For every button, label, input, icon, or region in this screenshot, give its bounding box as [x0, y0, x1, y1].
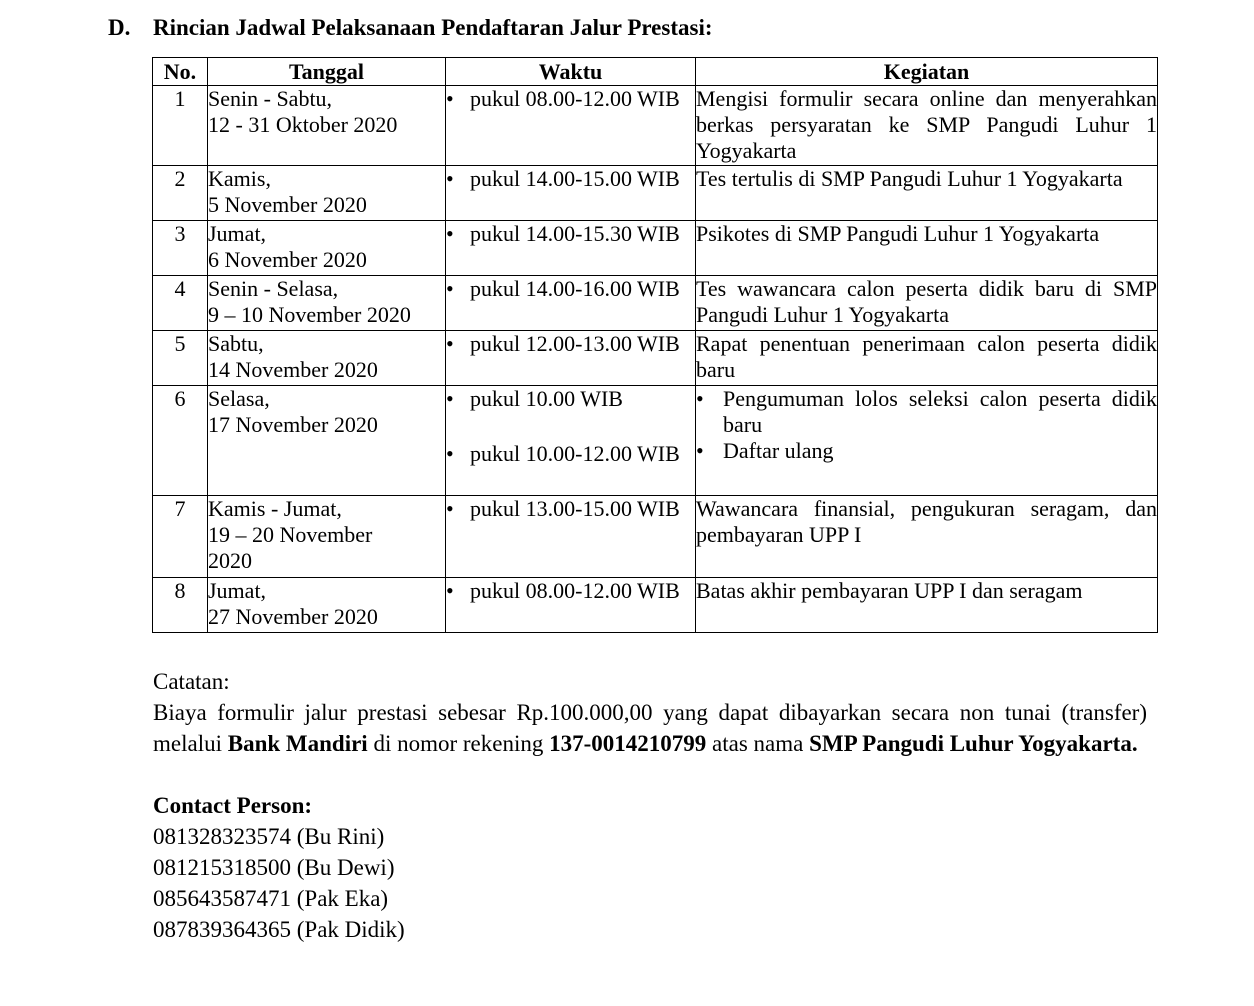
bullet-icon: • — [446, 221, 454, 246]
row-number: 2 — [153, 166, 208, 221]
time-item — [446, 496, 695, 522]
contact-title: Contact Person: — [153, 793, 313, 818]
row-date — [208, 86, 446, 166]
header-tanggal: Tanggal — [208, 58, 446, 86]
notes-label: Catatan: — [153, 669, 230, 694]
date-line: 6 November 2020 — [208, 247, 367, 272]
table-row — [153, 496, 1158, 578]
activity-item — [696, 438, 1157, 464]
row-date — [208, 496, 446, 578]
notes-section — [153, 666, 1147, 945]
activity-text: Mengisi formulir secara online dan menyerahkan berkas persyaratan ke SMP Pangudi Luhur 1 Yogyakarta — [696, 86, 1157, 163]
row-date — [208, 166, 446, 221]
row-time — [446, 386, 696, 496]
row-time — [446, 166, 696, 221]
table-row — [153, 276, 1158, 331]
account-name: SMP Pangudi Luhur Yogyakarta. — [809, 731, 1138, 756]
date-line: Jumat, — [208, 221, 267, 246]
table-row — [153, 86, 1158, 166]
bullet-icon: • — [446, 331, 454, 356]
account-number: 137-0014210799 — [549, 731, 707, 756]
contact-item: 087839364365 (Pak Didik) — [153, 917, 405, 942]
contact-item: 081215318500 (Bu Dewi) — [153, 855, 395, 880]
row-activity — [696, 496, 1158, 578]
row-time — [446, 86, 696, 166]
bullet-icon: • — [446, 86, 454, 111]
activity-text: Rapat penentuan penerimaan calon peserta didik baru — [696, 331, 1157, 382]
row-time — [446, 221, 696, 276]
date-line: 12 - 31 Oktober 2020 — [208, 112, 398, 137]
table-row — [153, 386, 1158, 496]
contact-item: 085643587471 (Pak Eka) — [153, 886, 389, 911]
time-text: pukul 12.00-13.00 WIB — [470, 331, 680, 356]
row-number: 4 — [153, 276, 208, 331]
date-line: Jumat, — [208, 578, 267, 603]
row-number: 6 — [153, 386, 208, 496]
row-activity — [696, 386, 1158, 496]
schedule-body — [153, 86, 1158, 633]
activity-text: Wawancara finansial, pengukuran seragam, dan pembayaran UPP I — [696, 496, 1157, 547]
row-date — [208, 578, 446, 633]
row-number: 5 — [153, 331, 208, 386]
date-line: 27 November 2020 — [208, 604, 378, 629]
activity-text: Tes wawancara calon peserta didik baru di SMP Pangudi Luhur 1 Yogyakarta — [696, 276, 1157, 327]
activity-text: Psikotes di SMP Pangudi Luhur 1 Yogyakarta — [696, 221, 1100, 246]
bullet-icon: • — [446, 166, 454, 191]
date-line: Sabtu, — [208, 331, 264, 356]
bullet-icon: • — [446, 276, 454, 301]
row-activity — [696, 221, 1158, 276]
date-line: Senin - Selasa, — [208, 276, 339, 301]
date-line: Kamis - Jumat, — [208, 496, 342, 521]
bank-name: Bank Mandiri — [227, 731, 368, 756]
payment-note-text: Biaya formulir jalur prestasi sebesar Rp.100.000,00 yang dapat dibayarkan secara non tunai (transfer) melalui — [153, 700, 1147, 756]
date-line: Selasa, — [208, 386, 270, 411]
time-item — [446, 166, 695, 192]
contact-item: 081328323574 (Bu Rini) — [153, 824, 385, 849]
time-text: pukul 10.00-12.00 WIB — [470, 441, 680, 466]
section-letter: D. — [108, 15, 131, 40]
time-text: pukul 08.00-12.00 WIB — [470, 86, 680, 111]
time-text: pukul 14.00-15.30 WIB — [470, 221, 680, 246]
table-row — [153, 221, 1158, 276]
row-time — [446, 276, 696, 331]
bullet-icon: • — [696, 386, 704, 411]
header-kegiatan: Kegiatan — [696, 58, 1158, 86]
row-activity — [696, 331, 1158, 386]
row-number: 1 — [153, 86, 208, 166]
section-title: Rincian Jadwal Pelaksanaan Pendaftaran Jalur Prestasi: — [153, 15, 713, 40]
table-header-row — [153, 58, 1158, 86]
bullet-icon: • — [446, 386, 454, 411]
row-number: 3 — [153, 221, 208, 276]
activity-text: Pengumuman lolos seleksi calon peserta didik baru — [723, 386, 1157, 437]
header-no: No. — [153, 58, 208, 86]
bullet-icon: • — [696, 438, 704, 463]
time-text: pukul 10.00 WIB — [470, 386, 623, 411]
activity-text: Daftar ulang — [723, 438, 834, 463]
date-line: 2020 — [208, 548, 252, 573]
table-row — [153, 166, 1158, 221]
time-text: pukul 14.00-15.00 WIB — [470, 166, 680, 191]
activity-item — [696, 386, 1157, 438]
row-activity — [696, 276, 1158, 331]
payment-note — [153, 697, 1147, 759]
date-line: 5 November 2020 — [208, 192, 367, 217]
contact-list — [153, 821, 1147, 945]
date-line: 9 – 10 November 2020 — [208, 302, 411, 327]
row-activity — [696, 578, 1158, 633]
time-text: pukul 08.00-12.00 WIB — [470, 578, 680, 603]
time-item — [446, 331, 695, 357]
date-line: Kamis, — [208, 166, 271, 191]
payment-note-text-2: di nomor rekening — [367, 731, 550, 756]
time-item — [446, 221, 695, 247]
row-number: 7 — [153, 496, 208, 578]
date-line: Senin - Sabtu, — [208, 86, 333, 111]
time-spacer — [446, 412, 695, 441]
time-text: pukul 13.00-15.00 WIB — [470, 496, 680, 521]
bullet-icon: • — [446, 578, 454, 603]
row-date — [208, 386, 446, 496]
table-row — [153, 331, 1158, 386]
schedule-table — [152, 57, 1158, 633]
time-item — [446, 86, 695, 112]
date-line: 14 November 2020 — [208, 357, 378, 382]
row-time — [446, 496, 696, 578]
row-date — [208, 221, 446, 276]
row-activity — [696, 86, 1158, 166]
date-line: 19 – 20 November — [208, 522, 373, 547]
bullet-icon: • — [446, 441, 454, 466]
row-date — [208, 331, 446, 386]
time-item — [446, 578, 695, 604]
row-activity — [696, 166, 1158, 221]
time-item — [446, 276, 695, 302]
date-line: 17 November 2020 — [208, 412, 378, 437]
activity-text: Batas akhir pembayaran UPP I dan seragam — [696, 578, 1083, 603]
row-time — [446, 331, 696, 386]
header-waktu: Waktu — [446, 58, 696, 86]
time-item — [446, 386, 695, 412]
section-heading — [108, 14, 713, 42]
row-date — [208, 276, 446, 331]
time-item — [446, 441, 695, 467]
payment-note-text-3: atas nama — [706, 731, 810, 756]
time-text: pukul 14.00-16.00 WIB — [470, 276, 680, 301]
bullet-icon: • — [446, 496, 454, 521]
table-row — [153, 578, 1158, 633]
row-time — [446, 578, 696, 633]
activity-text: Tes tertulis di SMP Pangudi Luhur 1 Yogyakarta — [696, 166, 1123, 191]
row-number: 8 — [153, 578, 208, 633]
